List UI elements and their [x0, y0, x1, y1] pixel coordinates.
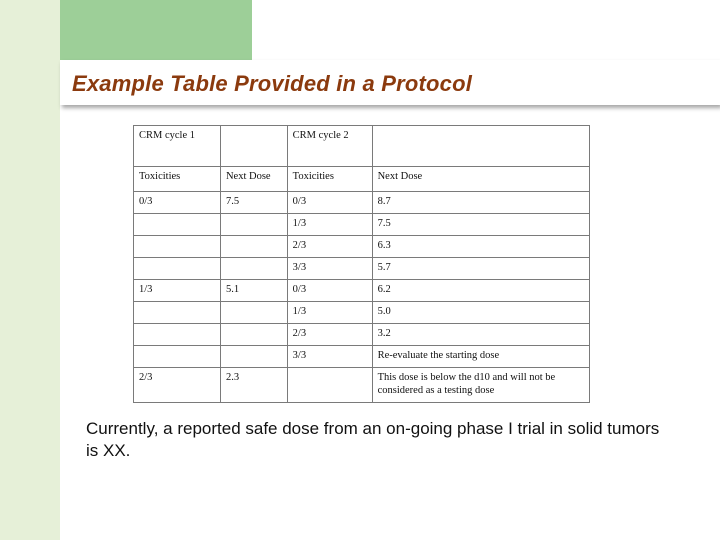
table-cell [134, 236, 221, 258]
table-row [134, 192, 590, 214]
table-row [134, 280, 590, 302]
table-row [134, 324, 590, 346]
table-row [134, 236, 590, 258]
table-cell [220, 346, 287, 368]
table-cell [220, 214, 287, 236]
header-cell: CRM cycle 1 [134, 126, 221, 167]
table-cell: 7.5 [220, 192, 287, 214]
table-cell: 0/3 [134, 192, 221, 214]
header-cell [220, 126, 287, 167]
subheader-cell: Toxicities [287, 167, 372, 192]
table-cell [134, 324, 221, 346]
table-cell: 2/3 [134, 368, 221, 403]
table-cell: 2/3 [287, 324, 372, 346]
protocol-table [133, 125, 590, 403]
footer-text: Currently, a reported safe dose from an on-going phase I trial in solid tumors is XX. [86, 419, 660, 460]
table-cell: 8.7 [372, 192, 589, 214]
subheader-cell: Next Dose [220, 167, 287, 192]
table-cell: 5.7 [372, 258, 589, 280]
table-cell: 6.2 [372, 280, 589, 302]
table-cell [220, 236, 287, 258]
table-cell [220, 324, 287, 346]
table-cell [134, 258, 221, 280]
table-cell: 1/3 [134, 280, 221, 302]
table-cell: 3/3 [287, 346, 372, 368]
table-cell: 3/3 [287, 258, 372, 280]
table-cell: 2.3 [220, 368, 287, 403]
table-header-row [134, 126, 590, 167]
table-cell: 2/3 [287, 236, 372, 258]
table-subheader-row [134, 167, 590, 192]
table-cell: 5.0 [372, 302, 589, 324]
header-cell [372, 126, 589, 167]
top-decor-band [60, 0, 252, 60]
table-cell: 5.1 [220, 280, 287, 302]
subheader-cell: Next Dose [372, 167, 589, 192]
table-cell: 1/3 [287, 302, 372, 324]
table-cell: 6.3 [372, 236, 589, 258]
table-cell [134, 214, 221, 236]
left-decor-band [0, 0, 60, 540]
table-cell: Re-evaluate the starting dose [372, 346, 589, 368]
table-cell: 7.5 [372, 214, 589, 236]
subheader-cell: Toxicities [134, 167, 221, 192]
table-cell [220, 258, 287, 280]
slide-title: Example Table Provided in a Protocol [72, 71, 473, 96]
table-cell [134, 346, 221, 368]
table-row [134, 346, 590, 368]
table-row [134, 214, 590, 236]
table-cell [287, 368, 372, 403]
table-cell [134, 302, 221, 324]
table-row [134, 258, 590, 280]
table-cell: 0/3 [287, 192, 372, 214]
table-cell: 1/3 [287, 214, 372, 236]
table-row [134, 368, 590, 403]
table-cell: 0/3 [287, 280, 372, 302]
table-row [134, 302, 590, 324]
table-cell [220, 302, 287, 324]
table-cell: 3.2 [372, 324, 589, 346]
table-cell: This dose is below the d10 and will not be considered as a testing dose [372, 368, 589, 403]
header-cell: CRM cycle 2 [287, 126, 372, 167]
